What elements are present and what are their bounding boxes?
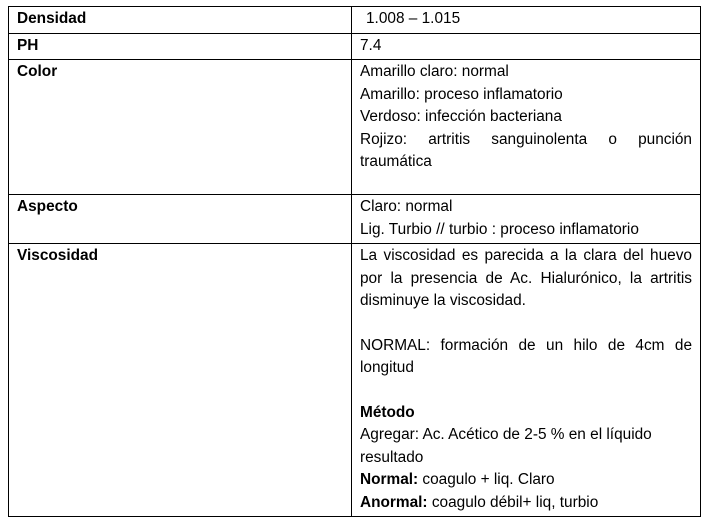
color-line: Amarillo claro: normal <box>360 63 509 80</box>
row-value <box>352 244 701 517</box>
abnormal-value: coagulo débil+ liq, turbio <box>427 493 599 511</box>
table-row-viscosidad <box>9 244 701 517</box>
normal-value: coagulo + liq. Claro <box>418 471 555 488</box>
table-row-color <box>9 60 701 195</box>
synovial-fluid-properties-table <box>8 6 701 517</box>
color-line: Amarillo: proceso inflamatorio <box>360 85 563 103</box>
row-value <box>352 60 701 195</box>
row-value: 7.4 <box>352 33 701 60</box>
aspecto-line: Lig. Turbio // turbio : proceso inflamatorio <box>360 220 639 238</box>
row-label: Aspecto <box>9 195 352 244</box>
method-abnormal-result <box>360 492 692 515</box>
row-label: Viscosidad <box>9 244 352 517</box>
table-row-ph <box>9 33 701 60</box>
aspecto-line: Claro: normal <box>360 198 453 215</box>
row-label: PH <box>9 33 352 60</box>
synovial-fluid-table-container <box>8 6 701 517</box>
abnormal-label: Anormal: <box>360 493 428 511</box>
table-row-densidad <box>9 7 701 34</box>
method-text: Agregar: Ac. Acético de 2-5 % en el líquido resultado <box>360 426 652 466</box>
row-label: Densidad <box>9 7 352 34</box>
method-title: Método <box>360 403 415 421</box>
table-row-aspecto <box>9 195 701 244</box>
color-line: Verdoso: infección bacteriana <box>360 108 562 125</box>
viscosity-description: La viscosidad es parecida a la clara del huevo por la presencia de Ac. Hialurónico, la artritis disminuye la viscosidad. <box>360 247 692 309</box>
color-line: Rojizo: artritis sanguinolenta o punción traumática <box>360 130 692 170</box>
method-normal-result <box>360 469 692 492</box>
viscosity-normal-note: NORMAL: formación de un hilo de 4cm de longitud <box>360 336 692 376</box>
normal-label: Normal: <box>360 471 419 488</box>
row-label: Color <box>9 60 352 195</box>
row-value: 1.008 – 1.015 <box>352 7 701 34</box>
row-value <box>352 195 701 244</box>
